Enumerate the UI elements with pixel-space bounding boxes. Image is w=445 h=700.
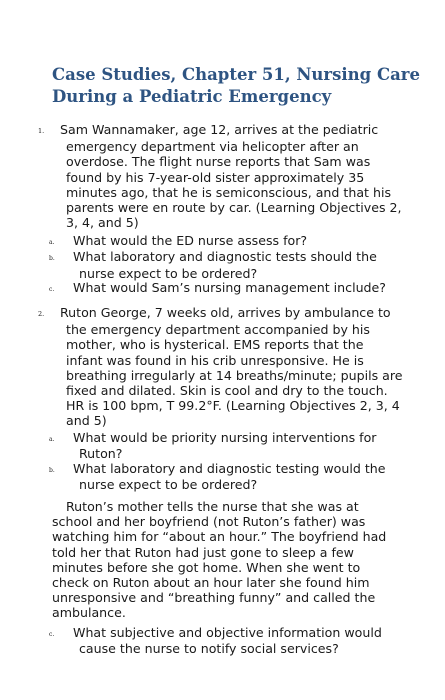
sub-question (49, 460, 394, 493)
sub-question (49, 280, 394, 297)
sub-question-text: What would be priority nursing interventions for Ruton? (73, 430, 377, 462)
sub-question-text: What would the ED nurse assess for? (73, 233, 308, 248)
case-study-1-questions (49, 233, 394, 298)
question-number: 1. (38, 127, 45, 135)
page-title: Case Studies, Chapter 51, Nursing Care During a Pediatric Emergency (52, 65, 420, 106)
sub-question-text: What would Sam’s nursing management include? (73, 280, 386, 296)
sub-question-letter: c. (49, 286, 55, 294)
sub-question-letter: b. (49, 255, 55, 263)
sub-question (49, 233, 394, 250)
sub-question-letter: a. (49, 239, 55, 246)
case-study-2-questions (49, 430, 394, 493)
sub-question (49, 249, 394, 281)
sub-question-letter: c. (49, 631, 55, 638)
question-number: 2. (38, 310, 45, 318)
sub-question (49, 625, 394, 657)
case-study-2-followup: Ruton’s mother tells the nurse that she was at school and her boyfriend (not Ruton’s father) was watching him for “about an hour.” The boyfriend had told her that Ruton had just gone to sleep a few minutes before she got home. When she went to check on Ruton about an hour later she found him unresponsive and “breathing funny” and called the ambulance. (52, 499, 387, 621)
case-study-2-text (38, 305, 404, 429)
case-study-2-followup-questions (49, 625, 394, 657)
sub-question (49, 430, 394, 462)
case-study-2 (38, 305, 404, 429)
sub-question-text: What laboratory and diagnostic tests should the nurse expect to be ordered? (73, 249, 377, 281)
question-body: Sam Wannamaker, age 12, arrives at the pediatric emergency department via helicopter after an overdose. The flight nurse reports that Sam was found by his 7-year-old sister approximately 35 minutes ago, that he is semiconscious, and that his parents were en route by car. (Learning Objectives 2, 3, 4, and 5) (60, 122, 402, 231)
question-body: Ruton George, 7 weeks old, arrives by ambulance to the emergency department accompanied by his mother, who is hysterical. EMS reports that the infant was found in his crib unresponsive. He is breathing irregularly at 14 breaths/minute; pupils are fixed and dilated. Skin is cool and dry to the touch. HR is 100 bpm, T 99.2°F. (Learning Objectives 2, 3, 4 and 5) (60, 305, 403, 429)
case-study-1 (38, 122, 404, 231)
case-study-1-text (38, 122, 404, 231)
sub-question-letter: a. (49, 436, 55, 443)
sub-question-text: What subjective and objective information would cause the nurse to notify social services? (73, 625, 382, 657)
sub-question-letter: b. (49, 466, 55, 474)
sub-question-text: What laboratory and diagnostic testing would the nurse expect to be ordered? (73, 460, 386, 493)
